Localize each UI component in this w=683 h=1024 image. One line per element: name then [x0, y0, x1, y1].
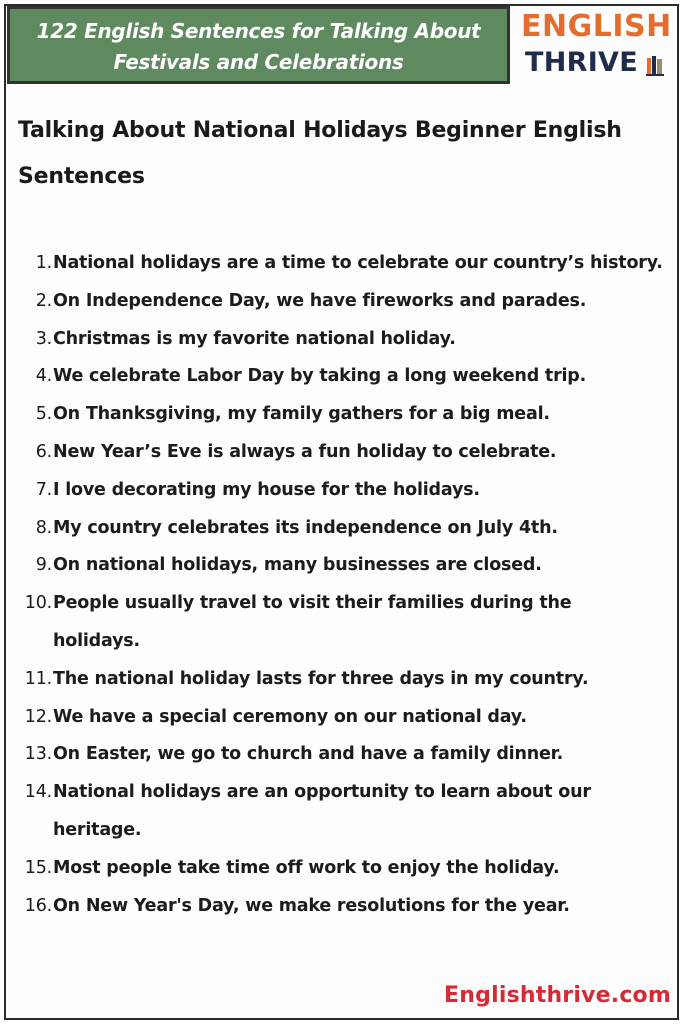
logo-word-english: ENGLISH [521, 9, 672, 44]
item-text: Most people take time off work to enjoy the holiday. [53, 857, 560, 878]
sentence-list [14, 245, 664, 925]
item-text: Christmas is my favorite national holiday. [53, 328, 456, 349]
banner-title-line-1: 122 English Sentences for Talking About [36, 19, 481, 43]
item-number: 5. [35, 404, 52, 425]
item-number: 1. [35, 253, 52, 273]
list-item [14, 396, 664, 434]
logo-word-thrive: THRIVE [525, 47, 638, 78]
item-number: 11. [24, 668, 52, 689]
item-number: 7. [35, 479, 52, 500]
list-item [14, 774, 664, 850]
item-number: 15. [24, 857, 52, 878]
english-thrive-logo [521, 10, 671, 82]
item-text: We have a special ceremony on our national day. [53, 706, 527, 727]
list-item [14, 547, 664, 585]
item-text: People usually travel to visit their families during the holidays. [53, 593, 572, 651]
list-item [14, 434, 664, 472]
item-number: 4. [35, 366, 52, 387]
item-text: National holidays are an opportunity to learn about our heritage. [53, 782, 591, 840]
item-number: 10. [24, 593, 52, 614]
list-item [14, 699, 664, 737]
list-item [14, 850, 664, 888]
item-number: 12. [24, 706, 52, 727]
item-number: 9. [35, 555, 52, 576]
item-number: 8. [35, 517, 52, 538]
list-item [14, 736, 664, 774]
section-heading-line-1: Talking About National Holidays Beginner English [18, 118, 622, 143]
item-number: 13. [24, 744, 52, 765]
item-text: On national holidays, many businesses are closed. [53, 555, 542, 576]
banner-title-line-2: Festivals and Celebrations [113, 50, 404, 74]
item-text: I love decorating my house for the holidays. [53, 479, 480, 500]
item-text: On Thanksgiving, my family gathers for a big meal. [53, 404, 550, 425]
item-text: On New Year's Day, we make resolutions for the year. [53, 895, 570, 916]
list-item [14, 510, 664, 548]
item-text: On Easter, we go to church and have a family dinner. [53, 744, 564, 765]
list-item [14, 358, 664, 396]
title-banner [7, 6, 510, 84]
list-item [14, 661, 664, 699]
list-item [14, 888, 664, 926]
section-heading [18, 108, 668, 200]
list-item [14, 585, 664, 661]
list-item [14, 472, 664, 510]
item-number: 14. [24, 782, 52, 803]
list-item [14, 245, 664, 283]
item-number: 3. [35, 328, 52, 349]
item-number: 6. [35, 441, 52, 462]
item-number: 2. [35, 290, 52, 311]
book-icon [646, 54, 664, 76]
list-item [14, 321, 664, 359]
website-link[interactable]: Englishthrive.com [444, 983, 671, 1008]
item-text: We celebrate Labor Day by taking a long weekend trip. [53, 366, 587, 387]
item-text: New Year’s Eve is always a fun holiday to celebrate. [53, 441, 557, 462]
item-number: 16. [24, 895, 52, 916]
item-text: National holidays are a time to celebrate our country’s history. [53, 253, 663, 273]
item-text: On Independence Day, we have fireworks and parades. [53, 290, 587, 311]
item-text: The national holiday lasts for three days in my country. [53, 668, 589, 689]
item-text: My country celebrates its independence on July 4th. [53, 517, 558, 538]
list-item [14, 283, 664, 321]
section-heading-line-2: Sentences [18, 164, 145, 189]
